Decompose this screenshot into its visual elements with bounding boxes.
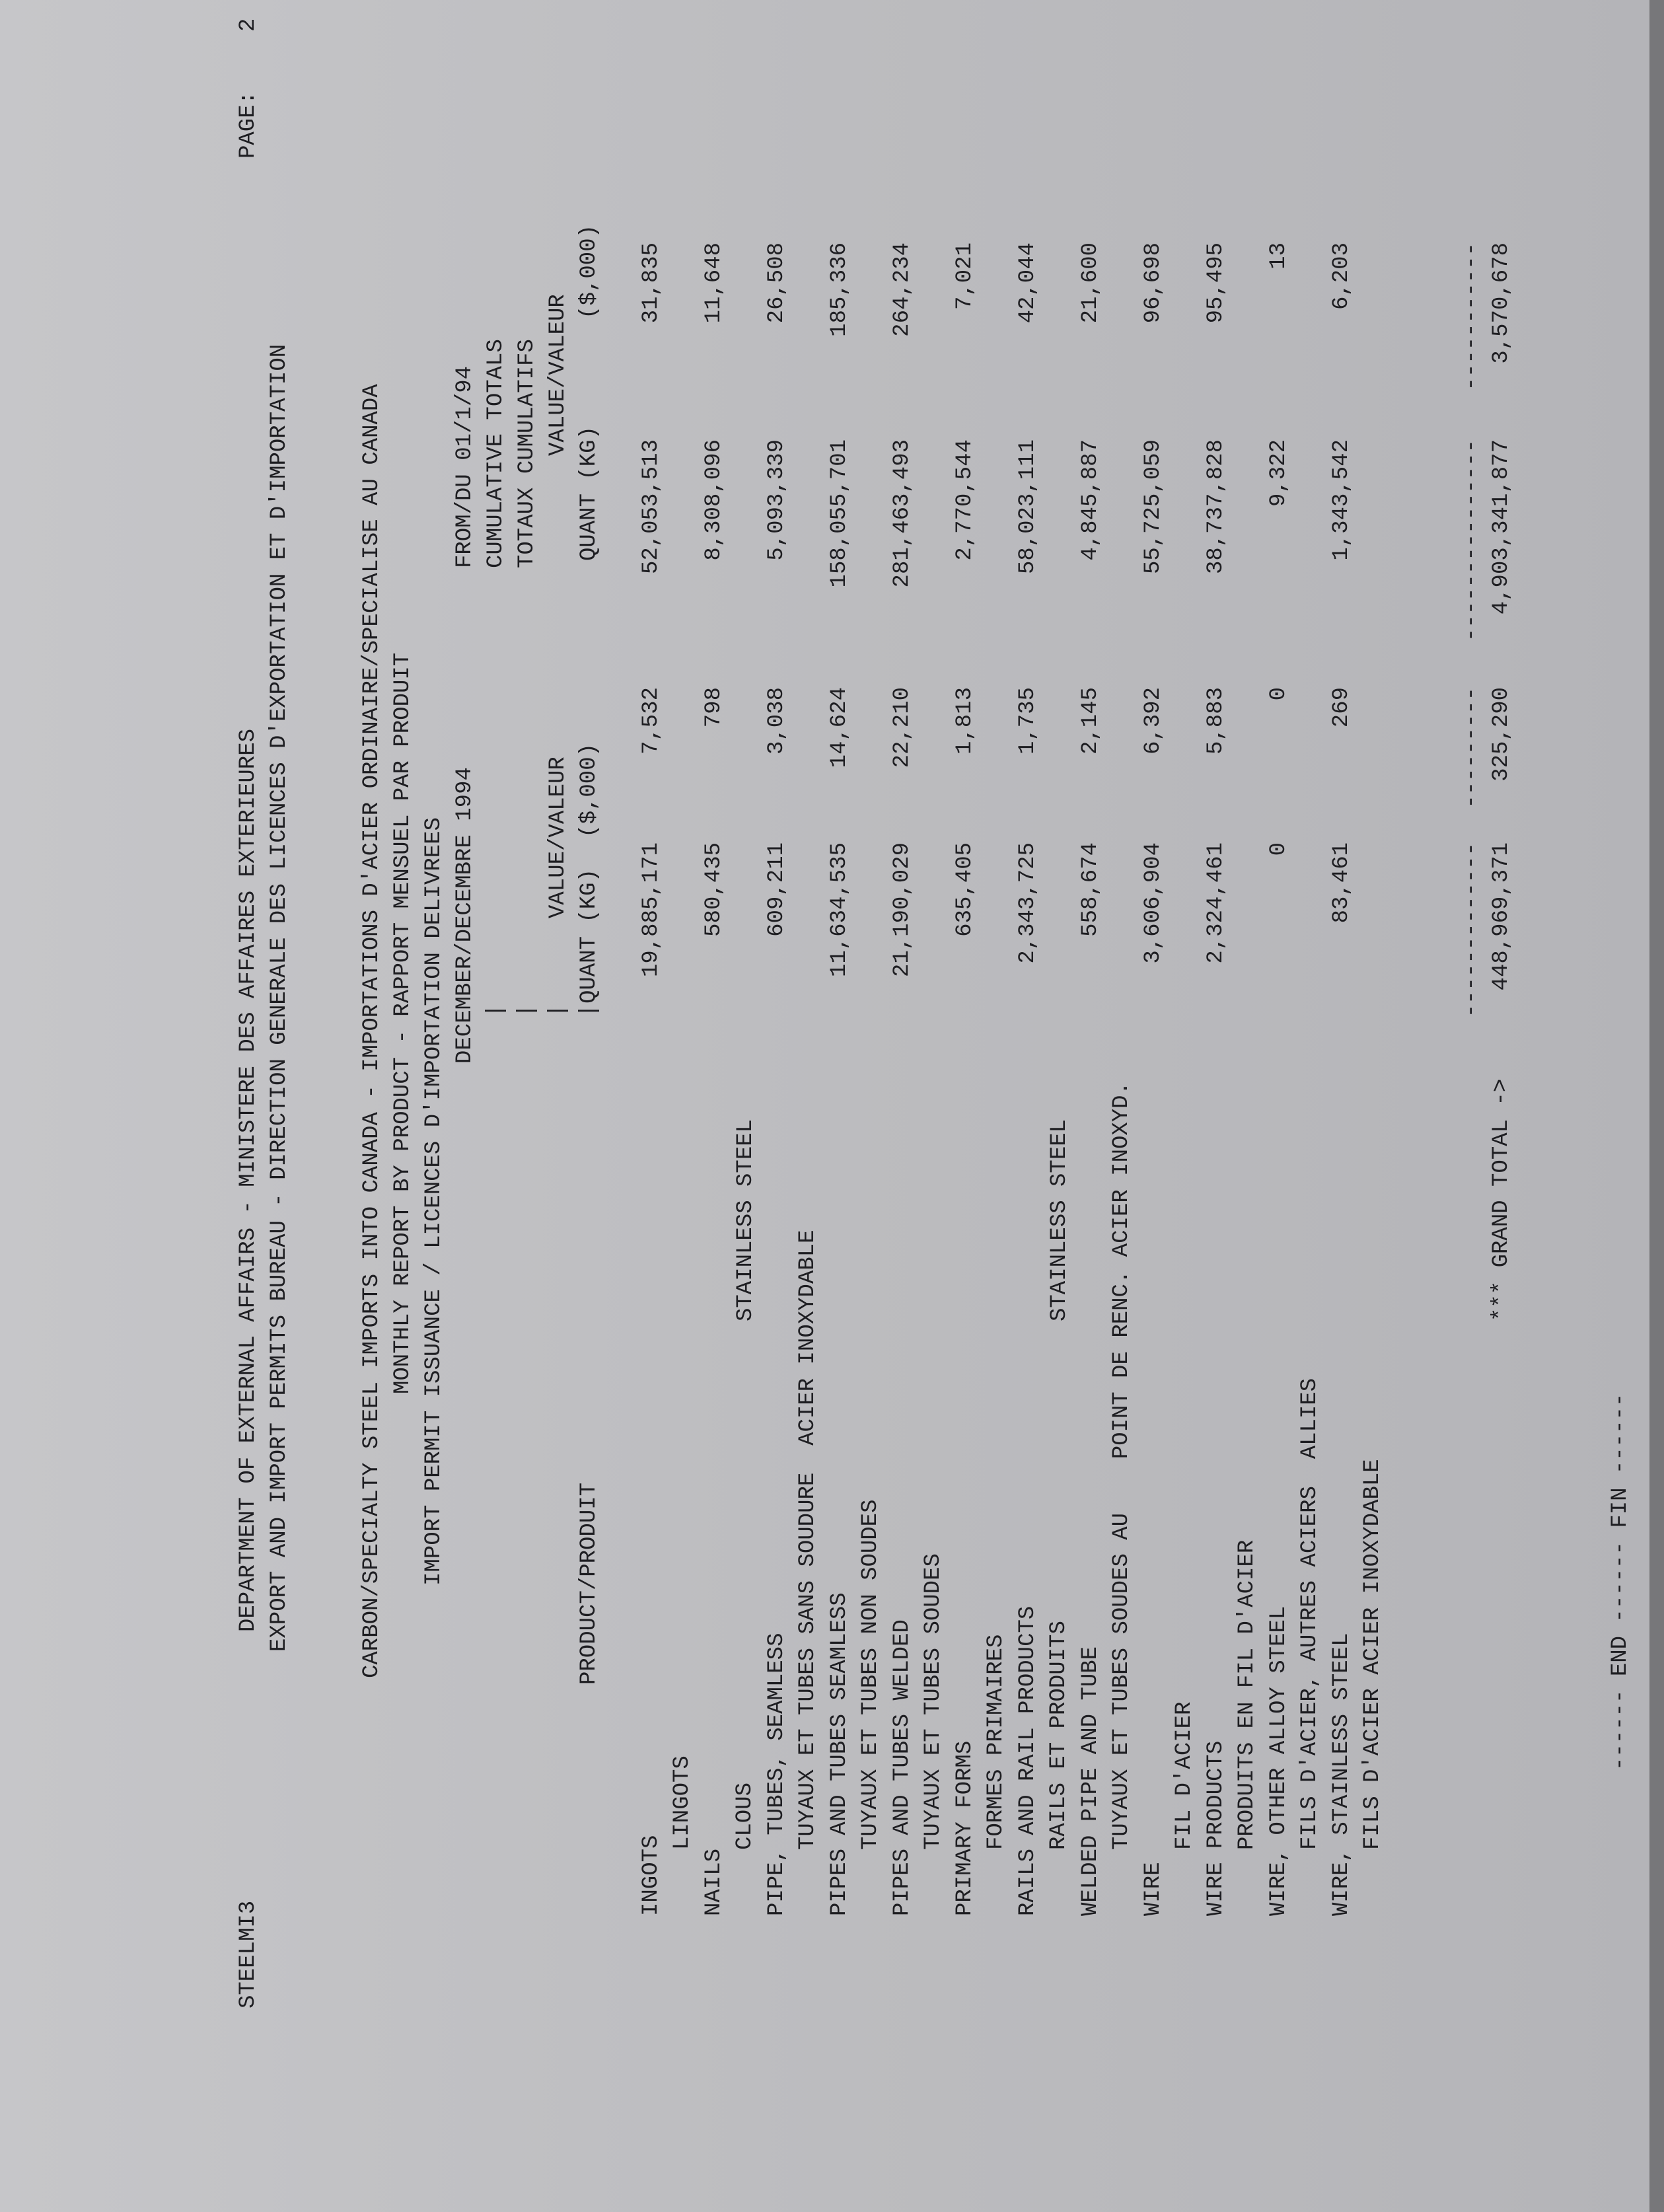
report-document	[116, 0, 1633, 2009]
month-quantity: 558,674	[1078, 842, 1103, 937]
product-name-en: WIRE	[1141, 1862, 1166, 1916]
end-line: ------ END ------ FIN ------	[1608, 1393, 1633, 1771]
product-name-fr: FILS D'ACIER ACIER INOXYDABLE	[1360, 1459, 1385, 1850]
page-label: PAGE:	[236, 91, 261, 159]
month-quantity: 83,461	[1329, 842, 1354, 924]
product-name-en-extra: STAINLESS STEEL	[1047, 1119, 1072, 1321]
divider-2: |	[515, 1004, 540, 1017]
cumulative-quantity: 9,322	[1266, 439, 1291, 507]
product-name-fr: FIL D'ACIER	[1172, 1701, 1197, 1850]
product-name-fr: LINGOTS	[670, 1755, 695, 1850]
product-name-en: WELDED PIPE AND TUBE	[1078, 1646, 1103, 1916]
product-name-fr: FILS D'ACIER, AUTRES ACIERS ALLIES	[1297, 1378, 1322, 1850]
from-date: FROM/DU 01/1/94	[452, 365, 478, 568]
grand-total-cum-value: 3,570,678	[1489, 242, 1514, 364]
rule-cum-quant: ---------------	[1459, 439, 1484, 642]
cumulative-value: 185,336	[827, 242, 852, 337]
divider-4: |	[577, 1004, 602, 1017]
cumulative-value: 31,835	[639, 242, 664, 324]
rule-cum-value: -----------	[1459, 242, 1484, 391]
month-quantity: 21,190,029	[890, 842, 915, 978]
value-unit: ($,000)	[577, 743, 602, 838]
month-value: 798	[702, 687, 727, 728]
month-quantity: 2,343,725	[1015, 842, 1040, 964]
product-name-en: RAILS AND RAIL PRODUCTS	[1015, 1605, 1040, 1916]
cumulative-quantity: 1,343,542	[1329, 439, 1354, 561]
bureau-line: EXPORT AND IMPORT PERMITS BUREAU - DIRECTION GENERALE DES LICENCES D'EXPORTATION ET D'IMPORTATION	[267, 344, 292, 1652]
cumulative-value: 7,021	[953, 242, 978, 311]
cumulative-value: 11,648	[702, 242, 727, 324]
grand-total-quant: 448,969,371	[1489, 842, 1514, 991]
cum-value-header: VALUE/VALEUR	[546, 294, 571, 456]
cumulative-quantity: 2,770,544	[953, 439, 978, 561]
month-value: 22,210	[890, 687, 915, 768]
month-value: 2,145	[1078, 687, 1103, 755]
report-title: CARBON/SPECIALTY STEEL IMPORTS INTO CANADA - IMPORTATIONS D'ACIER ORDINAIRE/SPECIALISE AU CANADA	[359, 384, 384, 1678]
cumulative-value: 26,508	[764, 242, 789, 324]
scan-edge	[1649, 0, 1664, 2212]
product-name-en: PIPE, TUBES, SEAMLESS	[764, 1633, 789, 1916]
cumulative-quantity: 55,725,059	[1141, 439, 1166, 575]
product-name-fr: RAILS ET PRODUITS	[1046, 1621, 1071, 1850]
cumulative-quantity: 5,093,339	[764, 439, 789, 561]
department-line: DEPARTMENT OF EXTERNAL AFFAIRS - MINISTERE DES AFFAIRES EXTERIEURES	[236, 728, 261, 1632]
month-value: 1,735	[1015, 687, 1040, 755]
product-name-fr: TUYAUX ET TUBES SANS SOUDURE ACIER INOXYDABLE	[795, 1230, 820, 1850]
month-value: 7,532	[639, 687, 664, 755]
product-name-en: PIPES AND TUBES SEAMLESS	[827, 1592, 852, 1916]
report-period: DECEMBER/DECEMBRE 1994	[452, 767, 478, 1064]
rule-value: ---------	[1459, 687, 1484, 809]
month-value: 14,624	[827, 687, 852, 768]
quant-header: QUANT (KG)	[577, 869, 602, 1004]
month-value: 1,813	[953, 687, 978, 755]
report-subtitle: MONTHLY REPORT BY PRODUCT - RAPPORT MENSUEL PAR PRODUIT	[390, 652, 416, 1394]
month-quantity: 635,405	[953, 842, 978, 937]
product-name-fr: TUYAUX ET TUBES SOUDES	[921, 1553, 946, 1850]
month-quantity: 11,634,535	[827, 842, 852, 978]
product-name-en: WIRE PRODUCTS	[1204, 1740, 1229, 1916]
divider-1: |	[484, 1004, 509, 1017]
grand-total-cum-quant: 4,903,341,877	[1489, 439, 1514, 615]
month-value: 0	[1266, 687, 1291, 701]
month-quantity: 3,606,904	[1141, 842, 1166, 964]
product-name-fr: TUYAUX ET TUBES SOUDES AU POINT DE RENC. ACIER INOXYD.	[1109, 1082, 1134, 1850]
program-id: STEELMI3	[236, 1900, 261, 2009]
grand-total-value: 325,290	[1489, 687, 1514, 782]
grand-total-label: *** GRAND TOTAL ->	[1489, 1078, 1514, 1321]
month-quantity: 609,211	[764, 842, 789, 937]
divider-3: |	[546, 1004, 571, 1017]
month-value: 269	[1329, 687, 1354, 728]
product-name-en: WIRE, OTHER ALLOY STEEL	[1266, 1605, 1291, 1916]
cum-value-unit: ($,000)	[577, 225, 602, 319]
cumulative-value: 96,698	[1141, 242, 1166, 324]
cumulative-quantity: 52,053,513	[639, 439, 664, 575]
cumulative-quantity: 38,737,828	[1204, 439, 1229, 575]
cumulative-quantity: 8,308,096	[702, 439, 727, 561]
month-value: 5,883	[1204, 687, 1229, 755]
cumulative-value: 42,044	[1015, 242, 1040, 324]
month-quantity: 19,885,171	[639, 842, 664, 978]
product-name-en-extra: STAINLESS STEEL	[733, 1119, 758, 1321]
cumulative-value: 95,495	[1204, 242, 1229, 324]
product-name-en: WIRE, STAINLESS STEEL	[1329, 1633, 1354, 1916]
cumulative-value: 13	[1266, 242, 1291, 270]
month-value: 3,038	[764, 687, 789, 755]
product-name-en: INGOTS	[639, 1835, 664, 1916]
product-name-fr: CLOUS	[733, 1782, 758, 1850]
report-subtitle-permits: IMPORT PERMIT ISSUANCE / LICENCES D'IMPORTATION DELIVREES	[421, 817, 447, 1586]
cumulative-totals-fr: TOTAUX CUMULATIFS	[515, 339, 540, 568]
product-header: PRODUCT/PRODUIT	[577, 1482, 602, 1685]
cumulative-quantity: 158,055,701	[827, 439, 852, 588]
product-name-en: PIPES AND TUBES WELDED	[890, 1619, 915, 1916]
month-quantity: 0	[1266, 842, 1291, 856]
cumulative-quantity: 58,023,111	[1015, 439, 1040, 575]
value-header: VALUE/VALEUR	[546, 756, 571, 918]
product-name-fr: PRODUITS EN FIL D'ACIER	[1235, 1539, 1260, 1850]
cumulative-quantity: 281,463,493	[890, 439, 915, 588]
rule-quant: -------------	[1459, 842, 1484, 1018]
month-quantity: 580,435	[702, 842, 727, 937]
cumulative-value: 21,600	[1078, 242, 1103, 324]
month-quantity: 2,324,461	[1204, 842, 1229, 964]
page-number: 2	[236, 18, 261, 32]
cumulative-quantity: 4,845,887	[1078, 439, 1103, 561]
product-name-fr: FORMES PRIMAIRES	[984, 1634, 1009, 1850]
month-value: 6,392	[1141, 687, 1166, 755]
product-name-en: NAILS	[702, 1848, 727, 1916]
product-name-fr: TUYAUX ET TUBES NON SOUDES	[858, 1499, 883, 1850]
product-name-en: PRIMARY FORMS	[953, 1740, 978, 1916]
cumulative-value: 264,234	[890, 242, 915, 337]
cumulative-value: 6,203	[1329, 242, 1354, 311]
cumulative-totals-en: CUMULATIVE TOTALS	[484, 339, 509, 568]
cum-quant-header: QUANT (KG)	[577, 426, 602, 562]
